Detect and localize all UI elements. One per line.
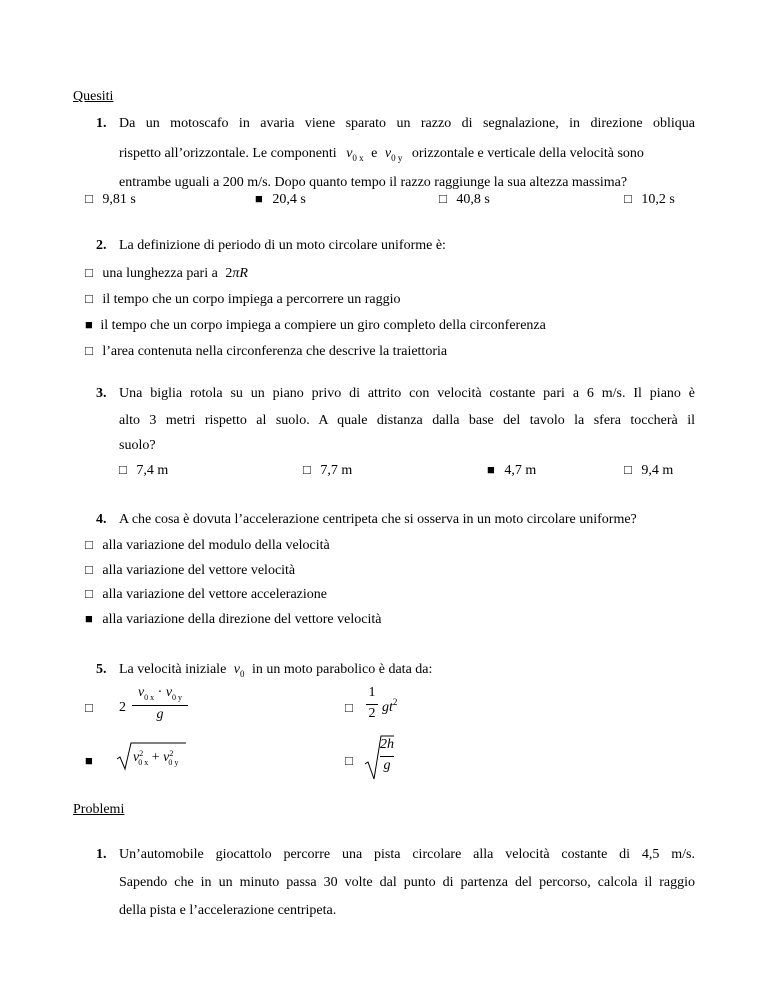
question-5-text: La velocità iniziale $v_0$ in un moto parabolico è data da:: [119, 662, 433, 679]
question-2-number: 2.: [96, 238, 107, 253]
question-2-option-1[interactable]: □ una lunghezza pari a 2πR: [85, 265, 248, 281]
question-3-option-2[interactable]: □ 7,7 m: [303, 462, 353, 478]
question-2-option-3[interactable]: ■ il tempo che un corpo impiega a compiere un giro completo della circonferenza: [85, 317, 546, 333]
fraction-numerator: $v_{0 x} \cdot v_{0 y}$: [137, 685, 183, 702]
problem-1-line-1: Un’automobile giocattolo percorre una pista circolare alla velocità costante di 4,5 m/s.: [119, 847, 695, 862]
empty-checkbox-icon: □: [85, 537, 93, 552]
fraction-denominator: g: [383, 758, 391, 773]
question-4-option-4[interactable]: ■ alla variazione della direzione del vettore velocità: [85, 611, 382, 627]
fraction-denominator: g: [156, 707, 164, 722]
filled-checkbox-icon: ■: [85, 753, 93, 768]
empty-checkbox-icon: □: [85, 562, 93, 577]
empty-checkbox-icon: □: [85, 586, 93, 601]
fraction-one-half: [366, 686, 378, 721]
two-pi-r-formula: 2πR: [225, 266, 248, 281]
question-5-number: 5.: [96, 662, 107, 677]
fraction-bar: [132, 705, 188, 706]
empty-checkbox-icon: □: [624, 191, 632, 206]
question-2-text: La definizione di periodo di un moto circolare uniforme è:: [119, 238, 446, 253]
empty-checkbox-icon: □: [85, 700, 93, 715]
section-title-quesiti: Quesiti: [73, 89, 114, 104]
empty-checkbox-icon: □: [345, 753, 353, 768]
fraction-bar: [366, 704, 378, 705]
question-4-option-3[interactable]: □ alla variazione del vettore accelerazione: [85, 586, 327, 602]
fraction-v0x-v0y-over-g: [132, 686, 188, 722]
question-1-line-2: [119, 145, 644, 163]
v0x-symbol: $v_{0 x}$: [346, 146, 364, 163]
question-1-line-2a: rispetto all’orizzontale. Le componenti: [119, 146, 337, 161]
fraction-2h-over-g: [380, 738, 394, 773]
question-3-option-4[interactable]: □ 9,4 m: [624, 462, 674, 478]
fraction-denominator: 2: [368, 706, 376, 721]
question-5-option-a[interactable]: [85, 699, 93, 717]
question-1-option-1[interactable]: □ 9,81 s: [85, 191, 136, 207]
question-3-line-1: Una biglia rotola su un piano privo di attrito con velocità costante pari a 6 m/s. Il piano è: [119, 386, 695, 401]
question-1-line-3: entrambe uguali a 200 m/s. Dopo quanto tempo il razzo raggiunge la sua altezza massima?: [119, 175, 628, 190]
section-title-problemi: Problemi: [73, 802, 125, 817]
question-1-line-2c: orizzontale e verticale della velocità sono: [411, 146, 644, 161]
question-5-option-c[interactable]: [85, 752, 93, 770]
empty-checkbox-icon: □: [345, 700, 353, 715]
empty-checkbox-icon: □: [85, 343, 93, 358]
question-4-option-2[interactable]: □ alla variazione del vettore velocità: [85, 562, 296, 578]
filled-checkbox-icon: ■: [85, 611, 93, 626]
filled-checkbox-icon: ■: [255, 191, 263, 206]
fraction-numerator: 2h: [380, 737, 394, 752]
formula-sqrt-v0x2-plus-v0y2: $v^2_{0 x} + v^2_{0 y}$: [133, 749, 179, 767]
question-3-option-3[interactable]: ■ 4,7 m: [487, 462, 537, 478]
question-1-line-1: Da un motoscafo in avaria viene sparato un razzo di segnalazione, in direzione obliqua: [119, 116, 695, 131]
problem-1-line-2: Sapendo che in un minuto passa 30 volte dal punto di partenza del percorso, calcola il raggio: [119, 875, 695, 890]
question-1-number: 1.: [96, 116, 107, 131]
empty-checkbox-icon: □: [624, 462, 632, 477]
fraction-numerator: 1: [368, 685, 376, 700]
question-4-number: 4.: [96, 512, 107, 527]
question-5-option-b[interactable]: [345, 699, 353, 717]
question-1-and: e: [371, 146, 378, 161]
empty-checkbox-icon: □: [85, 291, 93, 306]
v0y-symbol: $v_{0 y}$: [384, 146, 403, 163]
v0-symbol: $v_0$: [233, 662, 245, 679]
question-2-option-2[interactable]: □ il tempo che un corpo impiega a percorrere un raggio: [85, 291, 401, 307]
fraction-bar: [380, 756, 394, 757]
question-1-option-2[interactable]: ■ 20,4 s: [255, 191, 306, 207]
question-5-option-d[interactable]: [345, 752, 353, 770]
empty-checkbox-icon: □: [119, 462, 127, 477]
empty-checkbox-icon: □: [85, 191, 93, 206]
question-3-number: 3.: [96, 386, 107, 401]
problem-1-line-3: della pista e l’accelerazione centripeta.: [119, 903, 337, 918]
empty-checkbox-icon: □: [85, 265, 93, 280]
filled-checkbox-icon: ■: [487, 462, 495, 477]
question-1-option-4[interactable]: □ 10,2 s: [624, 191, 675, 207]
empty-checkbox-icon: □: [439, 191, 447, 206]
question-1-option-3[interactable]: □ 40,8 s: [439, 191, 490, 207]
question-2-option-4[interactable]: □ l’area contenuta nella circonferenza che descrive la traiettoria: [85, 343, 448, 359]
formula-2-v0x-v0y-over-g: 2: [119, 700, 126, 715]
problem-1-number: 1.: [96, 847, 107, 862]
filled-checkbox-icon: ■: [85, 317, 93, 332]
empty-checkbox-icon: □: [303, 462, 311, 477]
formula-g-t-squared: $gt^2$: [382, 697, 398, 715]
question-4-option-1[interactable]: □ alla variazione del modulo della velocità: [85, 537, 330, 553]
question-4-text: A che cosa è dovuta l’accelerazione centripeta che si osserva in un moto circolare uniforme?: [119, 512, 637, 527]
question-3-line-3: suolo?: [119, 438, 156, 453]
question-3-line-2: alto 3 metri rispetto al suolo. A quale distanza dalla base del tavolo la sfera toccherà il: [119, 413, 695, 428]
question-3-option-1[interactable]: □ 7,4 m: [119, 462, 169, 478]
